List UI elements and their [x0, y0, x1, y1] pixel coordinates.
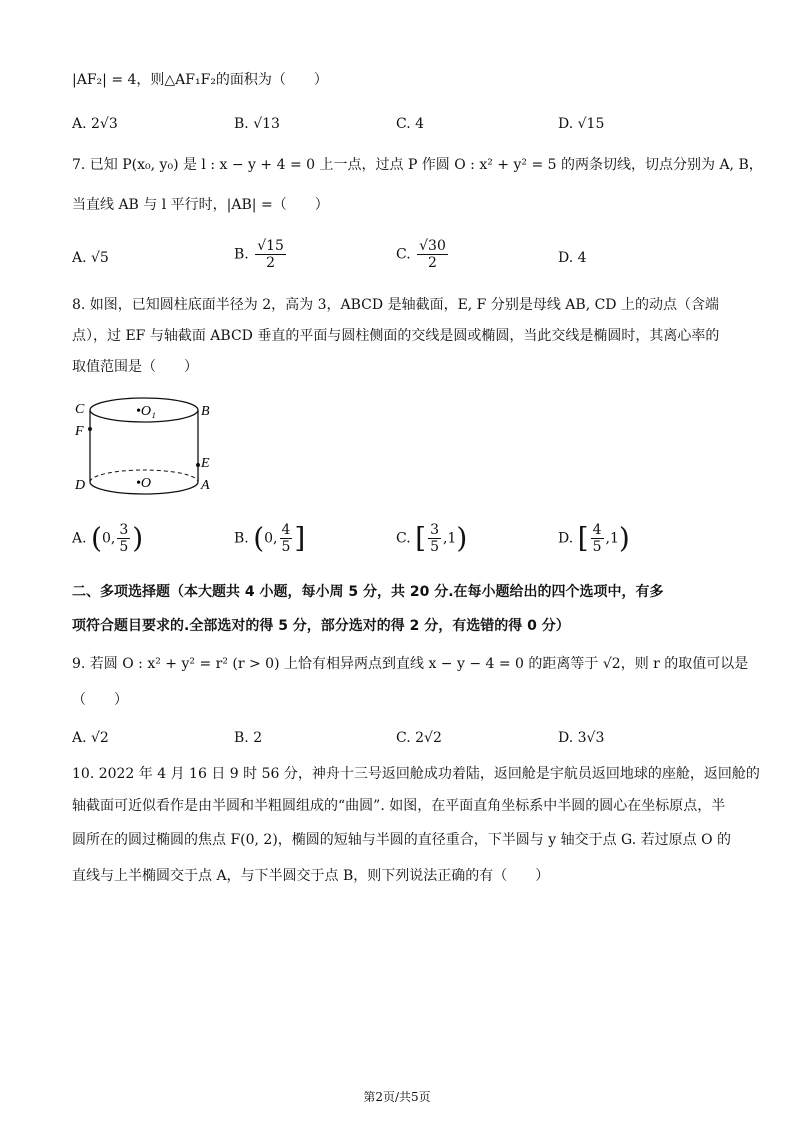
fraction-denominator: 2: [266, 255, 276, 271]
fraction-denominator: 5: [592, 539, 602, 555]
q9-option-b: B. 2: [234, 730, 263, 746]
q9-option-a: A. √2: [72, 730, 109, 746]
fraction-denominator: 2: [428, 255, 437, 271]
page-footer: 第2页/共5页: [363, 1090, 431, 1104]
label-o: •O: [136, 476, 152, 491]
right-paren: ): [618, 521, 630, 555]
q10-line-1: 10. 2022 年 4 月 16 日 9 时 56 分，神舟十三号返回舱成功着陆，返回舱是宇航员返回地球的座舱，返回舱的: [72, 766, 760, 782]
q10-line-2: 轴截面可近似看作是由半圆和半粗圆组成的“曲圆”. 如图，在平面直角坐标系中半圆的圆心在坐标原点，半: [72, 798, 726, 814]
option-last: ,1: [442, 530, 457, 547]
label-c: C: [75, 402, 85, 417]
fraction-denominator: 5: [119, 539, 129, 555]
q8-option-b: [234, 522, 305, 555]
q6-option-d: D. √15: [558, 116, 605, 132]
fraction-numerator: 3: [119, 522, 129, 538]
label-b: B: [201, 404, 210, 419]
q6-option-a: A. 2√3: [72, 116, 118, 132]
option-label: D.: [558, 530, 574, 547]
left-bracket: [: [577, 521, 589, 555]
q8-option-d: [558, 522, 630, 555]
left-bracket: [: [415, 521, 427, 555]
q7-option-c-fraction: [417, 238, 448, 271]
fraction-denominator: 5: [430, 539, 439, 555]
label-d: D: [75, 478, 86, 493]
q7-option-d: D. 4: [558, 250, 587, 266]
q6-tail: |AF₂| = 4，则△AF₁F₂的面积为（ ）: [72, 72, 328, 88]
option-first: 0,: [101, 530, 116, 547]
q8-option-c: [396, 522, 467, 555]
option-fraction: [428, 522, 441, 555]
cylinder-figure: [70, 395, 230, 500]
right-paren: ): [456, 521, 468, 555]
option-last: ,1: [605, 530, 619, 547]
q7-option-a: A. √5: [72, 250, 109, 266]
fraction-numerator: 3: [430, 522, 439, 538]
right-paren: ): [132, 521, 144, 555]
option-fraction: [591, 522, 604, 555]
q6-option-b: B. √13: [234, 116, 280, 132]
q8-option-a: [72, 522, 143, 555]
left-paren: (: [253, 521, 265, 555]
point-e: [196, 463, 200, 467]
q10-line-3: 圆所在的圆过椭圆的焦点 F(0, 2)，椭圆的短轴与半圆的直径重合，下半圆与 y 轴交于点 G. 若过原点 O 的: [72, 832, 732, 848]
q7-option-b-label: B.: [234, 246, 249, 263]
option-label: C.: [396, 530, 411, 547]
fraction-numerator: √30: [419, 238, 446, 254]
right-bracket: ]: [294, 521, 306, 555]
section-2-heading-line-2: 项符合题目要求的.全部选对的得 5 分，部分选对的得 2 分，有选错的得 0 分）: [72, 618, 570, 634]
q8-line-1: 8. 如图，已知圆柱底面半径为 2，高为 3，ABCD 是轴截面，E, F 分别是母线 AB, CD 上的动点（含端: [72, 297, 719, 313]
point-f: [88, 427, 92, 431]
fraction-numerator: 4: [281, 522, 291, 538]
q7-line-2: 当直线 AB 与 l 平行时，|AB| =（ ）: [72, 197, 329, 213]
option-fraction: [280, 522, 293, 555]
q7-option-b: [234, 238, 288, 271]
q7-line-1: 7. 已知 P(x₀, y₀) 是 l : x − y + 4 = 0 上一点，过点 P 作圆 O : x² + y² = 5 的两条切线，切点分别为 A, B，: [72, 157, 763, 173]
q9-line-2: （ ）: [72, 692, 128, 708]
option-first: 0,: [264, 530, 278, 547]
option-label: B.: [234, 530, 249, 547]
label-a: A: [201, 478, 210, 493]
fraction-denominator: 5: [281, 539, 291, 555]
option-fraction: [117, 522, 130, 555]
q7-option-c-label: C.: [396, 246, 411, 263]
q9-option-d: D. 3√3: [558, 730, 605, 746]
q9-line-1: 9. 若圆 O : x² + y² = r² (r > 0) 上恰有相异两点到直线 x − y − 4 = 0 的距离等于 √2，则 r 的取值可以是: [72, 656, 749, 672]
label-o1: •O₁: [136, 404, 156, 419]
q10-line-4: 直线与上半椭圆交于点 A，与下半圆交于点 B，则下列说法正确的有（ ）: [72, 868, 550, 884]
fraction-numerator: 4: [592, 522, 602, 538]
section-2-heading-line-1: 二、多项选择题（本大题共 4 小题，每小周 5 分，共 20 分.在每小题给出的四个选项中，有多: [72, 584, 664, 600]
fraction-numerator: √15: [257, 238, 284, 254]
label-f: F: [75, 424, 84, 439]
q8-line-2: 点），过 EF 与轴截面 ABCD 垂直的平面与圆柱侧面的交线是圆或椭圆，当此交线是椭圆时，其离心率的: [72, 328, 720, 344]
option-label: A.: [72, 530, 87, 547]
q8-line-3: 取值范围是（ ）: [72, 359, 198, 375]
q6-option-c: C. 4: [396, 116, 425, 132]
left-paren: (: [91, 521, 102, 555]
q7-option-b-fraction: [255, 238, 286, 271]
label-e: E: [201, 456, 210, 471]
q9-option-c: C. 2√2: [396, 730, 442, 746]
q7-option-c: [396, 238, 450, 271]
